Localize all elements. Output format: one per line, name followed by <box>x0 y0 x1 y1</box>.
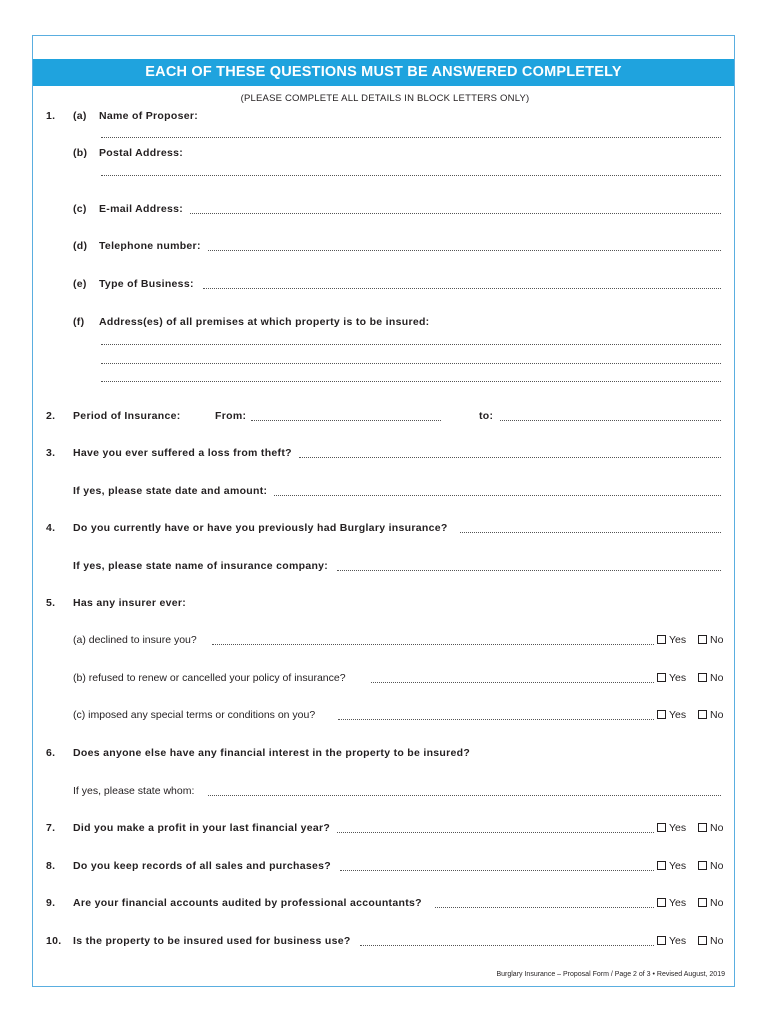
q8-no-option[interactable] <box>698 860 723 872</box>
q10-row <box>0 935 770 949</box>
q10-label: Is the property to be insured used for business use? <box>73 935 351 947</box>
q7-label: Did you make a profit in your last financial year? <box>73 822 331 834</box>
name-of-proposer-field[interactable] <box>101 137 721 138</box>
premises-address-field-3[interactable] <box>101 381 721 382</box>
q5-a-row <box>0 634 770 648</box>
checkbox-icon <box>657 823 666 832</box>
checkbox-icon <box>698 936 707 945</box>
checkbox-icon <box>657 898 666 907</box>
q9-leader <box>435 907 654 908</box>
q1-b-label: Postal Address: <box>99 147 184 159</box>
instructions-subtitle: (PLEASE COMPLETE ALL DETAILS IN BLOCK LETTERS ONLY) <box>240 93 530 104</box>
checkbox-icon <box>698 898 707 907</box>
q3-followup-label: If yes, please state date and amount: <box>73 485 268 497</box>
q1-d-letter: (d) <box>73 240 88 252</box>
q10-yes-option[interactable] <box>657 935 686 947</box>
q1-d-row <box>0 240 770 254</box>
checkbox-icon <box>657 936 666 945</box>
yes-label: Yes <box>669 672 687 684</box>
yes-label: Yes <box>669 897 687 909</box>
q9-number: 9. <box>46 897 56 909</box>
q5-a-label: (a) declined to insure you? <box>73 634 197 646</box>
q3-row <box>0 447 770 461</box>
q5-c-label: (c) imposed any special terms or conditions on you? <box>73 709 316 721</box>
checkbox-icon <box>657 673 666 682</box>
q1-a-letter: (a) <box>73 110 87 122</box>
no-label: No <box>710 709 724 721</box>
q6-label: Does anyone else have any financial interest in the property to be insured? <box>73 747 471 759</box>
checkbox-icon <box>657 710 666 719</box>
telephone-number-field[interactable] <box>208 250 721 251</box>
yes-label: Yes <box>669 935 687 947</box>
q5-number: 5. <box>46 597 56 609</box>
yes-label: Yes <box>669 822 687 834</box>
q6-followup-label: If yes, please state whom: <box>73 785 195 797</box>
q8-row <box>0 860 770 874</box>
q9-label: Are your financial accounts audited by professional accountants? <box>73 897 422 909</box>
q1-f-label: Address(es) of all premises at which property is to be insured: <box>99 316 430 328</box>
q1-e-letter: (e) <box>73 278 87 290</box>
q10-no-option[interactable] <box>698 935 723 947</box>
premises-address-field-2[interactable] <box>101 363 721 364</box>
q10-number: 10. <box>46 935 62 947</box>
theft-loss-field[interactable] <box>299 457 721 458</box>
checkbox-icon <box>657 861 666 870</box>
q1-a-label: Name of Proposer: <box>99 110 199 122</box>
q5-a-no-option[interactable] <box>698 634 723 646</box>
q6-row <box>0 747 770 761</box>
q1-e-label: Type of Business: <box>99 278 194 290</box>
checkbox-icon <box>698 635 707 644</box>
insurance-company-field[interactable] <box>337 570 721 571</box>
q7-no-option[interactable] <box>698 822 723 834</box>
q5-b-yes-option[interactable] <box>657 672 686 684</box>
no-label: No <box>710 897 724 909</box>
q1-c-letter: (c) <box>73 203 87 215</box>
q5-row <box>0 597 770 611</box>
q1-f-letter: (f) <box>73 316 85 328</box>
q2-row <box>0 410 770 424</box>
q7-row <box>0 822 770 836</box>
q5-b-label: (b) refused to renew or cancelled your policy of insurance? <box>73 672 346 684</box>
q1-a-row <box>0 110 770 124</box>
q1-f-row <box>0 316 770 330</box>
q6-followup-row <box>0 785 770 799</box>
date-amount-field[interactable] <box>274 495 721 496</box>
postal-address-field[interactable] <box>101 175 721 176</box>
financial-interest-whom-field[interactable] <box>208 795 721 796</box>
q7-leader <box>337 832 654 833</box>
email-address-field[interactable] <box>190 213 721 214</box>
q9-no-option[interactable] <box>698 897 723 909</box>
q2-to-label: to: <box>479 410 494 422</box>
q8-leader <box>340 870 654 871</box>
no-label: No <box>710 935 724 947</box>
q8-number: 8. <box>46 860 56 872</box>
q6-number: 6. <box>46 747 56 759</box>
q1-c-row <box>0 203 770 217</box>
q4-row <box>0 522 770 536</box>
q8-yes-option[interactable] <box>657 860 686 872</box>
checkbox-icon <box>657 635 666 644</box>
no-label: No <box>710 860 724 872</box>
q5-label: Has any insurer ever: <box>73 597 187 609</box>
q4-label: Do you currently have or have you previously had Burglary insurance? <box>73 522 448 534</box>
q5-b-no-option[interactable] <box>698 672 723 684</box>
premises-address-field-1[interactable] <box>101 344 721 345</box>
page-footer: Burglary Insurance – Proposal Form / Page 2 of 3 • Revised August, 2019 <box>496 971 725 978</box>
q1-d-label: Telephone number: <box>99 240 201 252</box>
q4-followup-row <box>0 560 770 574</box>
yes-label: Yes <box>669 709 687 721</box>
q5-c-leader <box>338 719 654 720</box>
q2-from-label: From: <box>215 410 247 422</box>
q9-yes-option[interactable] <box>657 897 686 909</box>
no-label: No <box>710 672 724 684</box>
q7-number: 7. <box>46 822 56 834</box>
type-of-business-field[interactable] <box>203 288 721 289</box>
yes-label: Yes <box>669 860 687 872</box>
q5-c-no-option[interactable] <box>698 709 723 721</box>
q5-b-row <box>0 672 770 686</box>
q5-b-leader <box>371 682 654 683</box>
q3-label: Have you ever suffered a loss from theft? <box>73 447 292 459</box>
q8-label: Do you keep records of all sales and purchases? <box>73 860 332 872</box>
q3-number: 3. <box>46 447 56 459</box>
burglary-insurance-field[interactable] <box>460 532 721 533</box>
q1-e-row <box>0 278 770 292</box>
form-border <box>32 35 735 987</box>
q4-number: 4. <box>46 522 56 534</box>
q1-number: 1. <box>46 110 56 122</box>
q7-yes-option[interactable] <box>657 822 686 834</box>
q4-followup-label: If yes, please state name of insurance company: <box>73 560 329 572</box>
q1-c-label: E-mail Address: <box>99 203 184 215</box>
checkbox-icon <box>698 823 707 832</box>
instructions-banner: EACH OF THESE QUESTIONS MUST BE ANSWERED COMPLETELY <box>33 59 734 86</box>
q5-c-yes-option[interactable] <box>657 709 686 721</box>
no-label: No <box>710 822 724 834</box>
q10-leader <box>360 945 654 946</box>
q9-row <box>0 897 770 911</box>
q2-label: Period of Insurance: <box>73 410 181 422</box>
q1-b-row <box>0 147 770 161</box>
q5-c-row <box>0 709 770 723</box>
q2-number: 2. <box>46 410 56 422</box>
q1-b-letter: (b) <box>73 147 88 159</box>
checkbox-icon <box>698 861 707 870</box>
q5-a-leader <box>212 644 654 645</box>
checkbox-icon <box>698 710 707 719</box>
checkbox-icon <box>698 673 707 682</box>
period-to-field[interactable] <box>500 420 721 421</box>
q5-a-yes-option[interactable] <box>657 634 686 646</box>
no-label: No <box>710 634 724 646</box>
yes-label: Yes <box>669 634 687 646</box>
period-from-field[interactable] <box>251 420 441 421</box>
q3-followup-row <box>0 485 770 499</box>
